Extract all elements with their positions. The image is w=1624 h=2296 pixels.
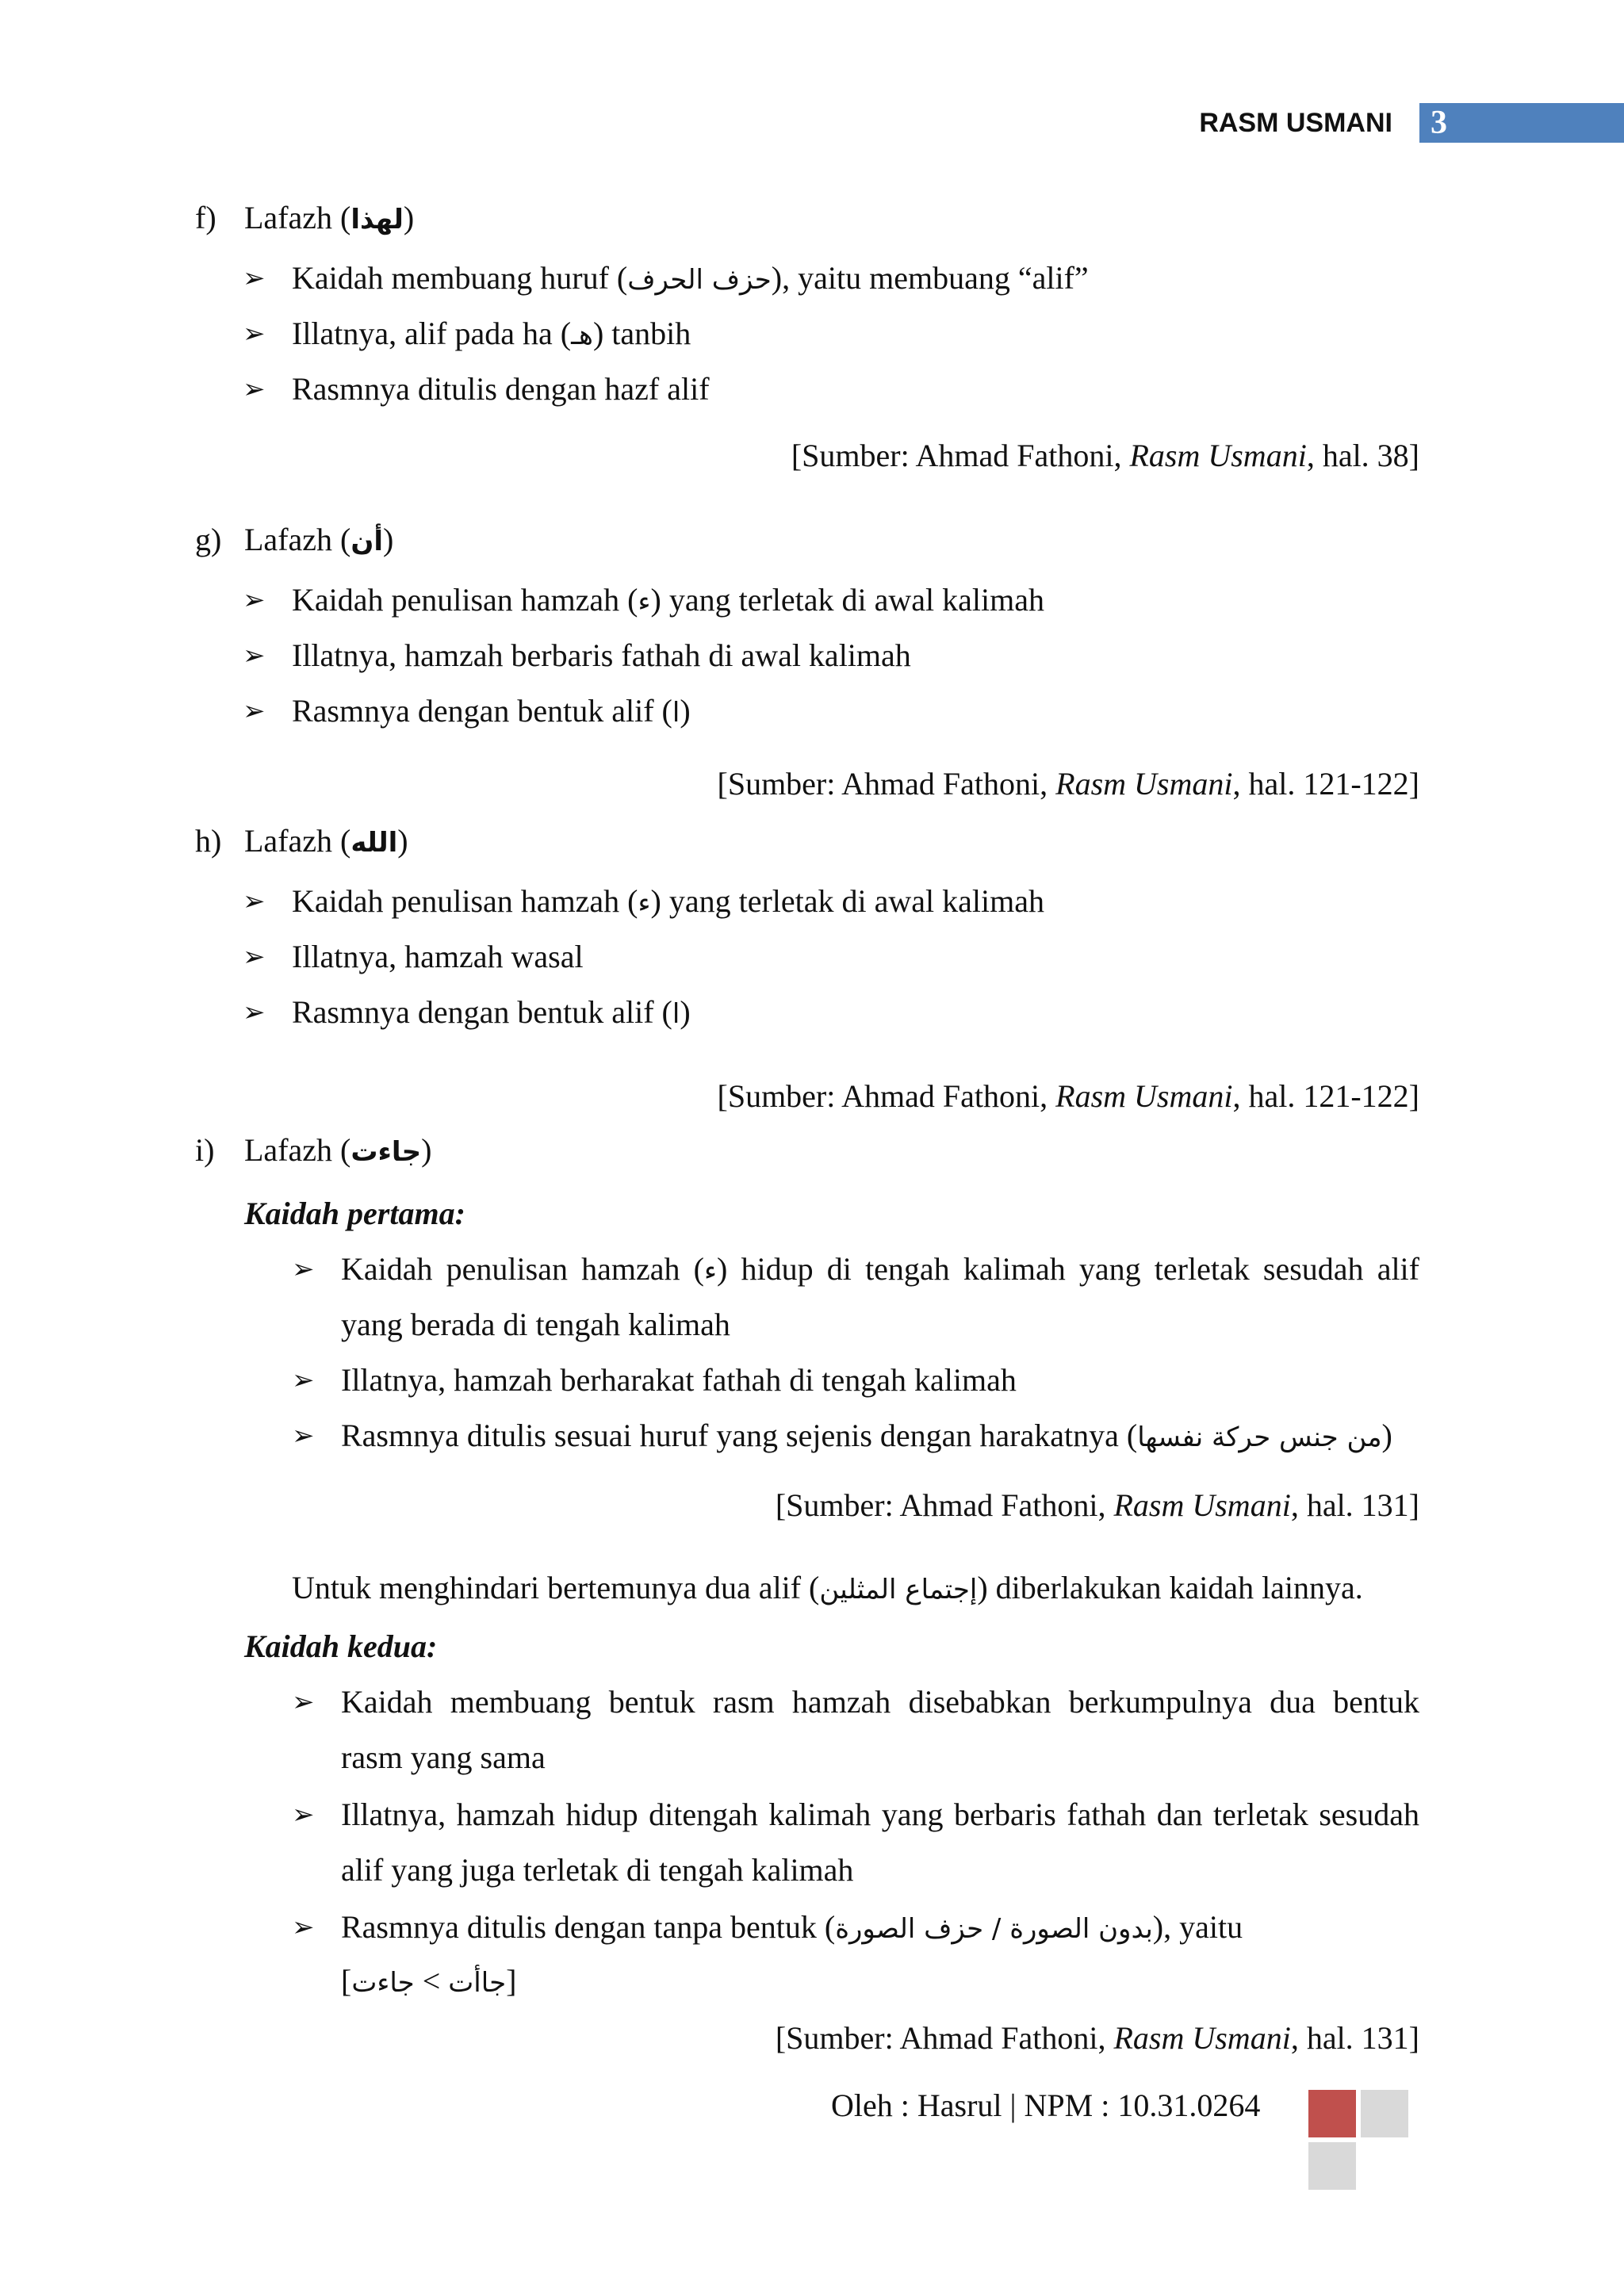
arrowhead-bullet-icon: ➢ — [292, 1420, 315, 1452]
kaidah1-source: [Sumber: Ahmad Fathoni, Rasm Usmani, hal. 131] — [775, 1487, 1419, 1523]
arrowhead-bullet-icon: ➢ — [243, 886, 266, 917]
section-g-item-2: Illatnya, hamzah berbaris fathah di awal kalimah — [292, 637, 911, 673]
kaidah2-item-2-line-2: alif yang juga terletak di tengah kalimah — [341, 1852, 854, 1888]
arrowhead-bullet-icon: ➢ — [243, 262, 266, 294]
kaidah-pertama-heading: Kaidah pertama: — [244, 1196, 465, 1231]
section-g-item-3: Rasmnya dengan bentuk alif (ا) — [292, 693, 691, 729]
section-h-arabic: الله — [350, 827, 398, 859]
kaidah1-item-1-line-2: yang berada di tengah kalimah — [341, 1307, 730, 1342]
footer-author: Oleh : Hasrul | NPM : 10.31.0264 — [831, 2087, 1261, 2123]
section-h-source: [Sumber: Ahmad Fathoni, Rasm Usmani, hal. 121-122] — [717, 1078, 1419, 1114]
section-g-source: [Sumber: Ahmad Fathoni, Rasm Usmani, hal. 121-122] — [717, 766, 1419, 802]
section-f-label: f) — [195, 200, 216, 235]
section-h-label: h) — [195, 823, 222, 859]
section-i-title: Lafazh (جاءت) — [244, 1132, 432, 1168]
header-separator — [1413, 103, 1416, 143]
section-f-title: Lafazh (لهذا) — [244, 200, 415, 235]
kaidah2-item-2-line-1: Illatnya, hamzah hidup ditengah kalimah yang berbaris fathah dan terletak sesudah — [341, 1797, 1419, 1832]
kaidah2-item-3-line-2: [جاءت < جاأت] — [341, 1963, 517, 1999]
section-f-item-2: Illatnya, alif pada ha (هـ) tanbih — [292, 316, 691, 351]
kaidah2-source: [Sumber: Ahmad Fathoni, Rasm Usmani, hal. 131] — [775, 2020, 1419, 2056]
arrowhead-bullet-icon: ➢ — [292, 1253, 315, 1285]
section-h-item-2: Illatnya, hamzah wasal — [292, 939, 584, 974]
section-g-item-1: Kaidah penulisan hamzah (ء) yang terletak di awal kalimah — [292, 582, 1044, 618]
header-title: RASM USMANI — [1199, 108, 1392, 138]
kaidah2-item-1-line-1: Kaidah membuang bentuk rasm hamzah disebabkan berkumpulnya dua bentuk — [341, 1684, 1419, 1720]
kaidah1-item-2: Illatnya, hamzah berharakat fathah di tengah kalimah — [341, 1362, 1017, 1398]
kaidah1-item-1-line-1: Kaidah penulisan hamzah (ء) hidup di tengah kalimah yang terletak sesudah alif — [341, 1251, 1419, 1287]
kaidah1-item-3: Rasmnya ditulis sesuai huruf yang sejenis dengan harakatnya (من جنس حركة نفسها) — [341, 1418, 1392, 1453]
kaidah-kedua-heading: Kaidah kedua: — [244, 1628, 438, 1664]
arrowhead-bullet-icon: ➢ — [243, 318, 266, 350]
section-f-item-3: Rasmnya ditulis dengan hazf alif — [292, 371, 710, 407]
section-h-title: Lafazh (الله) — [244, 823, 408, 859]
section-f-source: [Sumber: Ahmad Fathoni, Rasm Usmani, hal. 38] — [791, 438, 1419, 473]
section-g-label: g) — [195, 522, 222, 557]
arrowhead-bullet-icon: ➢ — [292, 1799, 315, 1831]
arrowhead-bullet-icon: ➢ — [292, 1911, 315, 1943]
kaidah2-item-3: Rasmnya ditulis dengan tanpa bentuk (بدون الصورة / حزف الصورة), yaitu — [341, 1909, 1243, 1945]
section-i-arabic: جاءت — [350, 1136, 422, 1168]
arrowhead-bullet-icon: ➢ — [292, 1364, 315, 1396]
section-h-item-3: Rasmnya dengan bentuk alif (ا) — [292, 994, 691, 1030]
section-f-arabic: لهذا — [350, 204, 404, 235]
footer-square-red — [1308, 2090, 1356, 2137]
footer-square-grey — [1361, 2090, 1408, 2137]
section-f-item-1: Kaidah membuang huruf (حزف الحرف), yaitu membuang “alif” — [292, 260, 1089, 296]
section-g-title: Lafazh (أن) — [244, 522, 394, 557]
intermediate-paragraph: Untuk menghindari bertemunya dua alif (إجتماع المثلين) diberlakukan kaidah lainnya. — [292, 1570, 1363, 1605]
section-i-label: i) — [195, 1132, 215, 1168]
arrowhead-bullet-icon: ➢ — [243, 997, 266, 1028]
arrowhead-bullet-icon: ➢ — [243, 373, 266, 405]
arrowhead-bullet-icon: ➢ — [243, 640, 266, 672]
kaidah2-item-1-line-2: rasm yang sama — [341, 1739, 546, 1775]
arrowhead-bullet-icon: ➢ — [243, 584, 266, 616]
page-number: 3 — [1431, 105, 1447, 141]
arrowhead-bullet-icon: ➢ — [292, 1686, 315, 1718]
arrowhead-bullet-icon: ➢ — [243, 695, 266, 727]
footer-square-grey — [1308, 2142, 1356, 2190]
header-bar — [1419, 103, 1624, 143]
section-h-item-1: Kaidah penulisan hamzah (ء) yang terletak di awal kalimah — [292, 883, 1044, 919]
section-g-arabic: أن — [350, 526, 384, 557]
arrowhead-bullet-icon: ➢ — [243, 941, 266, 973]
